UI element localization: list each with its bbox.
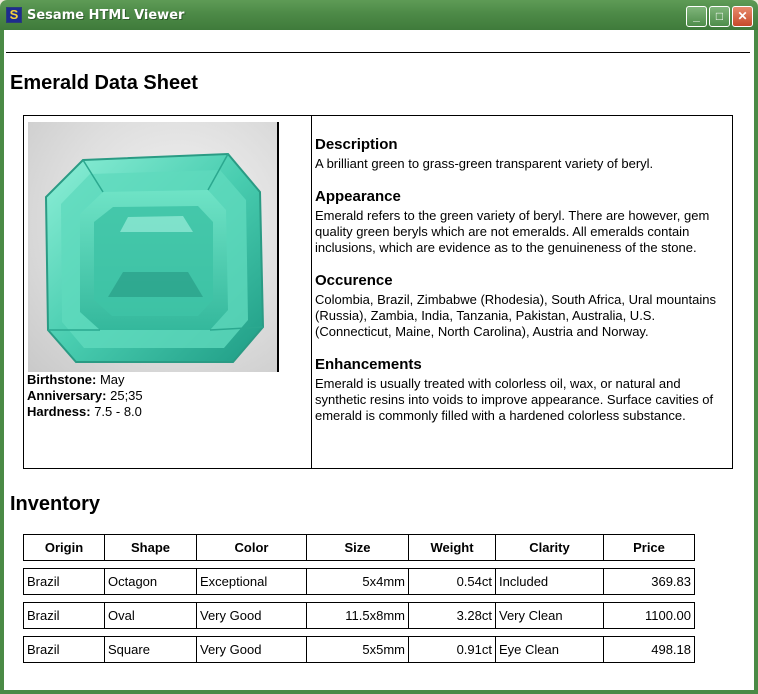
- window-title: Sesame HTML Viewer: [27, 8, 185, 23]
- horizontal-rule: [6, 52, 750, 53]
- table-cell: 369.83: [651, 574, 691, 589]
- column-header: Shape: [105, 535, 197, 560]
- table-cell: Exceptional: [197, 569, 307, 594]
- table-cell: 11.5x8mm: [307, 603, 409, 628]
- emerald-image: [28, 122, 279, 372]
- column-header: Origin: [24, 535, 105, 560]
- table-cell: 1100.00: [644, 608, 691, 623]
- window-border-right: [754, 30, 758, 694]
- table-cell: 3.28ct: [409, 603, 496, 628]
- minimize-button[interactable]: _: [686, 6, 707, 27]
- table-cell: Brazil: [24, 603, 105, 628]
- table-row: [23, 602, 695, 629]
- table-cell: Very Clean: [496, 603, 604, 628]
- column-header: Size: [307, 535, 409, 560]
- table-cell: Eye Clean: [496, 637, 604, 662]
- description-column: [315, 136, 730, 440]
- table-cell: 0.54ct: [409, 569, 496, 594]
- table-cell: 5x5mm: [307, 637, 409, 662]
- table-cell: 5x4mm: [307, 569, 409, 594]
- section-text-appearance: Emerald refers to the green variety of beryl. There are however, gem quality green beryls which are not emeralds. All emeralds contain inclusions, which are evidence as to the genuineness of the stone.: [315, 208, 710, 255]
- section-text-occurence: Colombia, Brazil, Zimbabwe (Rhodesia), South Africa, Ural mountains (Russia), Zambia, India, Tanzania, Pakistan, Australia, U.S. (Connecticut, Maine, North Carolina), Austria and Norway.: [315, 292, 717, 339]
- section-heading-enhancements: Enhancements: [315, 356, 422, 373]
- gem-properties: [27, 372, 143, 420]
- table-cell: Very Good: [197, 603, 307, 628]
- column-header: Color: [197, 535, 307, 560]
- table-cell: 498.18: [651, 642, 691, 657]
- window-border-bottom: [0, 690, 758, 694]
- hardness-row: Hardness: 7.5 - 8.0: [27, 404, 142, 419]
- column-header: Weight: [409, 535, 496, 560]
- table-cell: Brazil: [24, 569, 105, 594]
- section-heading-occurence: Occurence: [315, 272, 393, 289]
- table-cell: Very Good: [197, 637, 307, 662]
- page-title: Emerald Data Sheet: [10, 72, 198, 94]
- viewer-content: [4, 30, 754, 690]
- title-bar[interactable]: [0, 0, 758, 30]
- close-button[interactable]: ✕: [732, 6, 753, 27]
- app-icon: S: [6, 7, 22, 23]
- table-cell: Included: [496, 569, 604, 594]
- section-text-enhancements: Emerald is usually treated with colorless oil, wax, or natural and synthetic resins into voids to improve appearance. Surface cavities of emerald is commonly filled with a hardened colorless substance.: [315, 376, 714, 423]
- inventory-header-row: [23, 534, 695, 561]
- table-row: [23, 636, 695, 663]
- birthstone-row: Birthstone: May: [27, 372, 125, 387]
- section-heading-description: Description: [315, 136, 398, 153]
- column-header: Price: [633, 540, 665, 555]
- column-header: Clarity: [496, 535, 604, 560]
- table-cell: 0.91ct: [409, 637, 496, 662]
- inventory-title: Inventory: [10, 493, 101, 515]
- cell-divider: [311, 116, 312, 468]
- maximize-button[interactable]: □: [709, 6, 730, 27]
- table-cell: Oval: [105, 603, 197, 628]
- anniversary-row: Anniversary: 25;35: [27, 388, 143, 403]
- data-sheet-box: [23, 115, 733, 469]
- table-cell: Brazil: [24, 637, 105, 662]
- section-heading-appearance: Appearance: [315, 188, 401, 205]
- table-row: [23, 568, 695, 595]
- table-cell: Square: [105, 637, 197, 662]
- section-text-description: A brilliant green to grass-green transparent variety of beryl.: [315, 156, 654, 171]
- table-cell: Octagon: [105, 569, 197, 594]
